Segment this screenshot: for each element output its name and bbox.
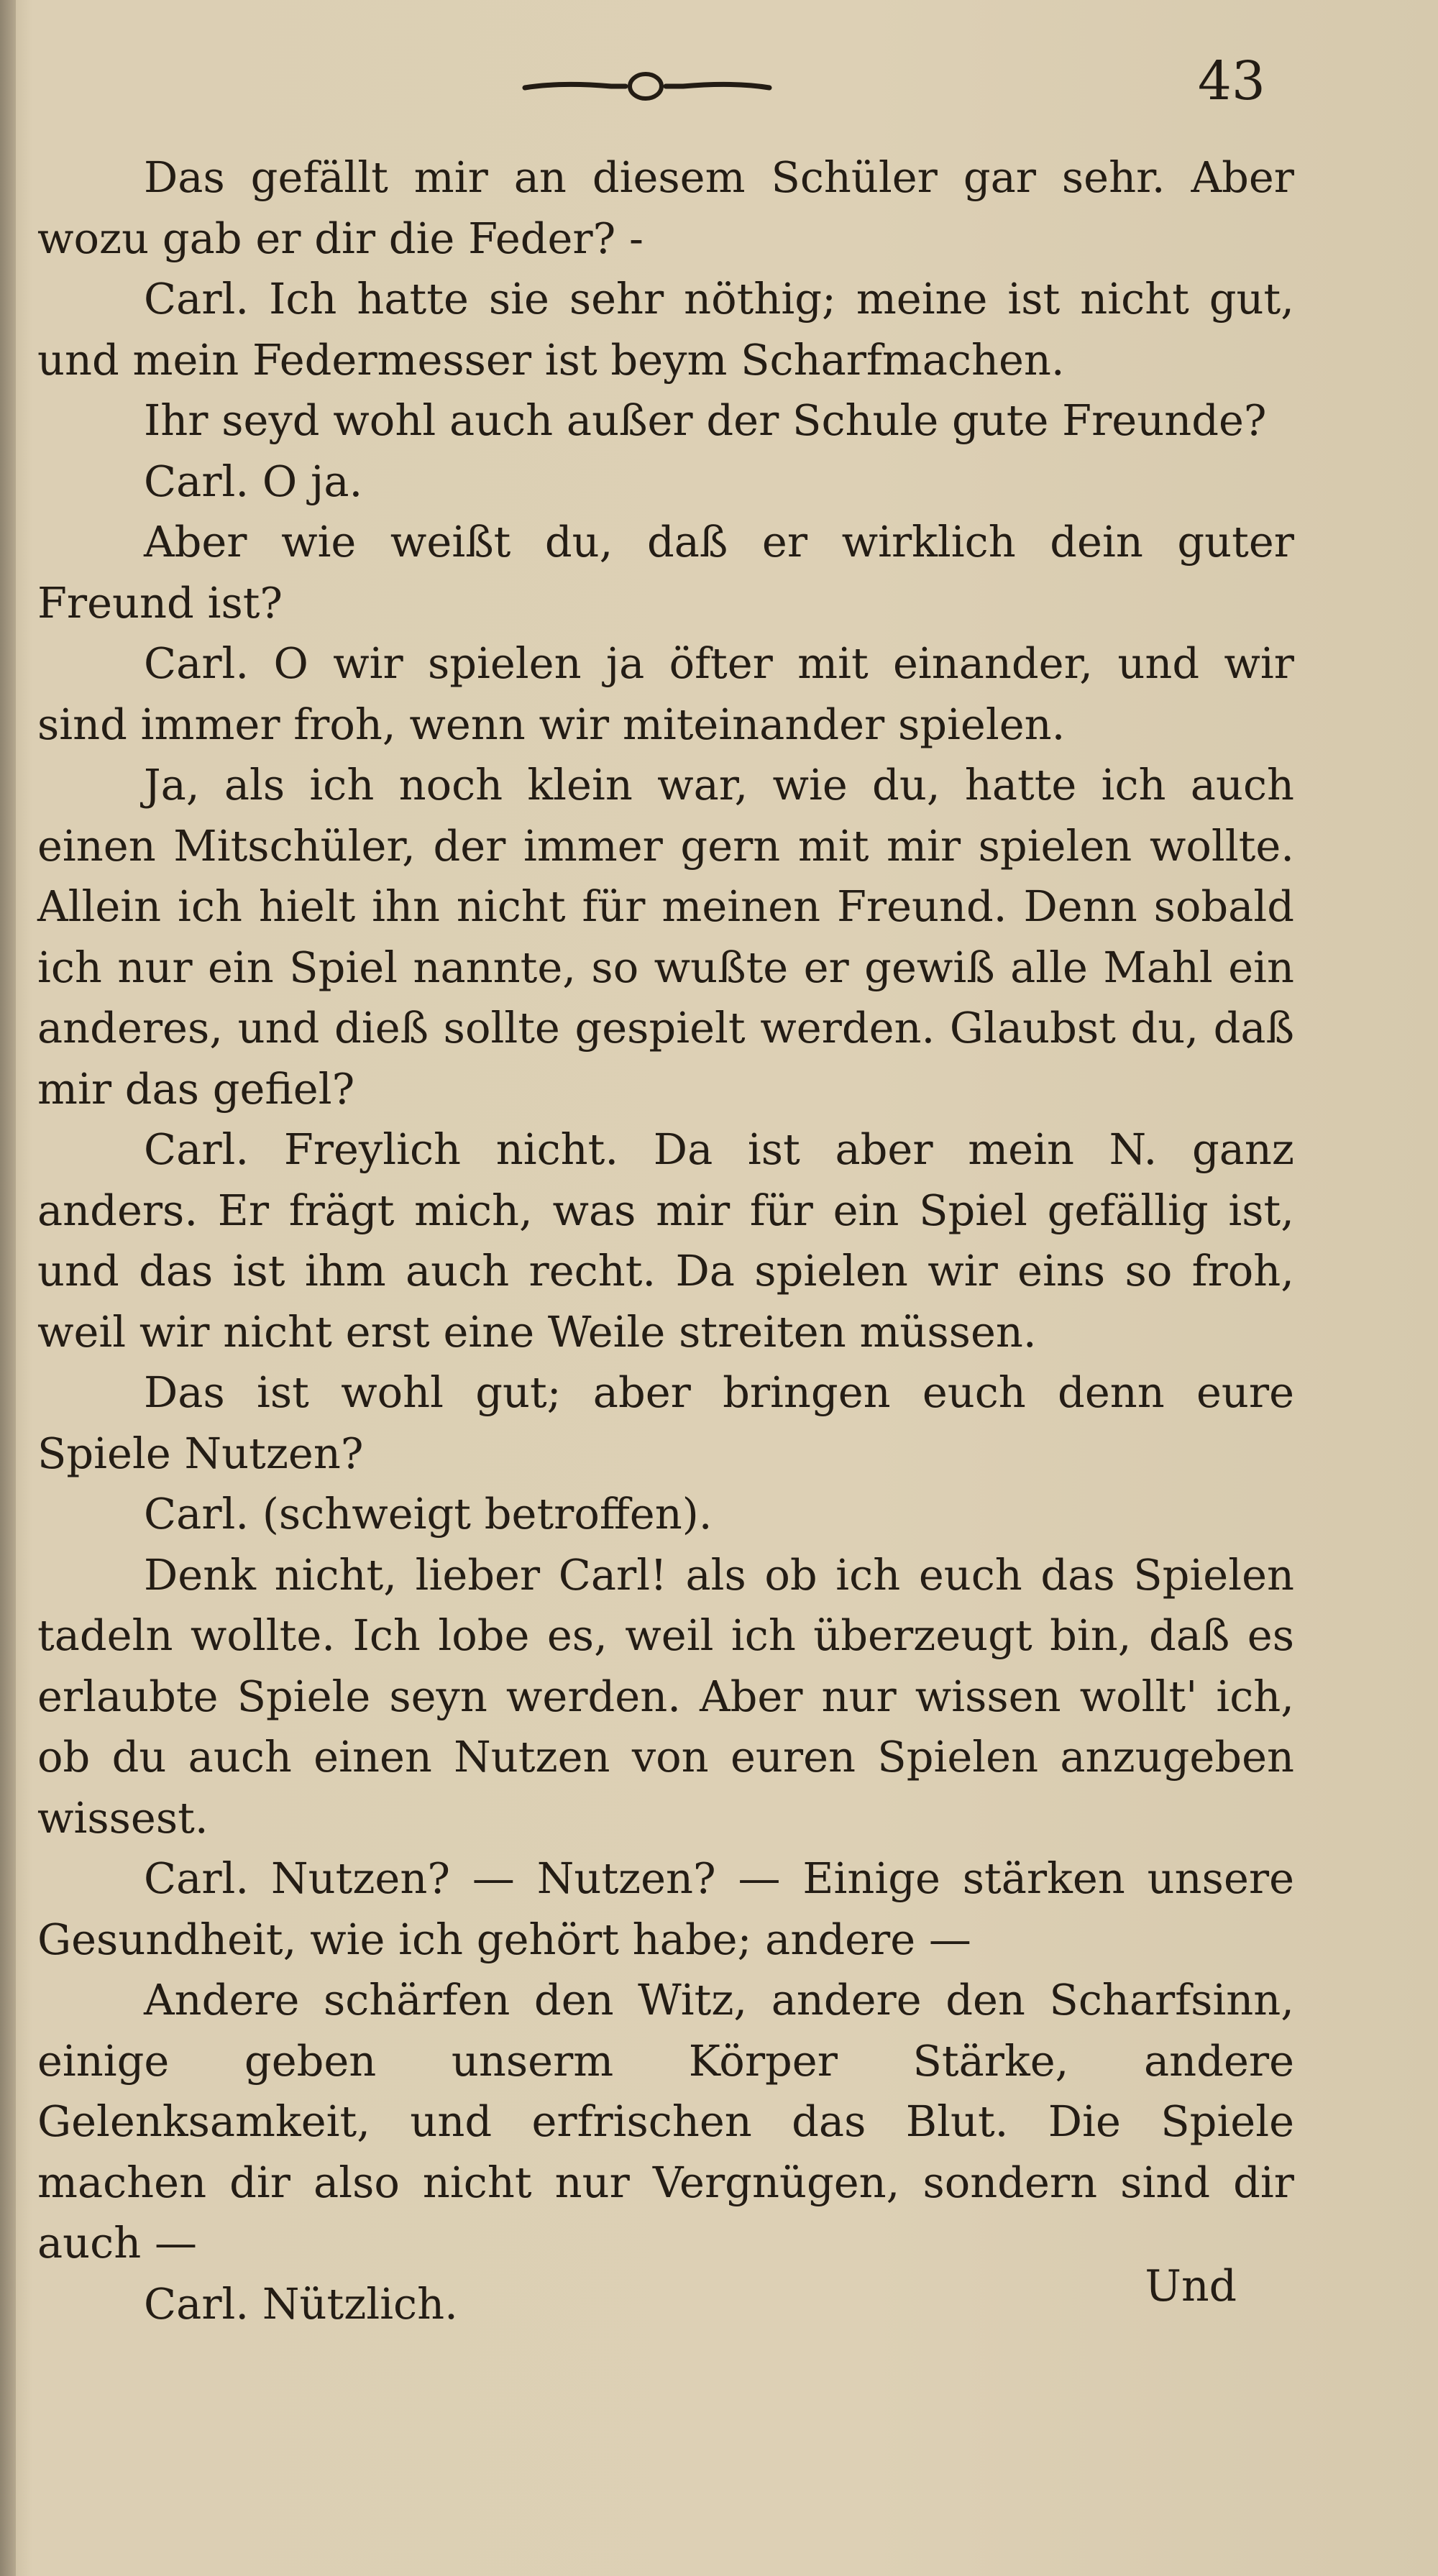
ornament-rule-icon	[518, 72, 777, 101]
paragraph: Carl. (schweigt betroffen).	[144, 1489, 713, 1539]
paragraph: Ja, als ich noch klein war, wie du, hatte ich auch einen Mitschüler, der immer gern mit mir spielen wollte. Allein ich hielt ihn nicht für meinen Freund. Denn sobald ich nur ein Spiel nannte, so wußte er gewiß alle Mahl ein anderes, und dieß sollte gespielt werden. Glaubst du, daß mir das gefiel?	[37, 760, 1294, 1114]
paragraph: Carl. Nützlich.	[144, 2278, 458, 2329]
body-text	[37, 147, 1294, 2334]
paragraph: Ihr seyd wohl auch außer der Schule gute Freunde?	[144, 395, 1267, 445]
paragraph: Denk nicht, lieber Carl! als ob ich euch das Spielen tadeln wollte. Ich lobe es, weil ich überzeugt bin, daß es erlaubte Spiele seyn werden. Aber nur wissen wollt' ich, ob du auch einen Nutzen von euren Spielen anzugeben wissest.	[37, 1549, 1294, 1843]
paragraph: Carl. Nutzen? — Nutzen? — Einige stärken unsere Gesundheit, wie ich gehört habe; andere —	[37, 1853, 1294, 1964]
paragraph: Carl. Freylich nicht. Da ist aber mein N. ganz anders. Er frägt mich, was mir für ein Spiel gefällig ist, und das ist ihm auch recht. Da spielen wir eins so froh, weil wir nicht erst eine Weile streiten müssen.	[37, 1124, 1294, 1357]
paragraph: Andere schärfen den Witz, andere den Scharfsinn, einige geben unserm Körper Stärke, andere Gelenksamkeit, und erfrischen das Blut. Die Spiele machen dir also nicht nur Vergnügen, sondern sind dir auch —	[37, 1975, 1294, 2268]
page-number: 43	[1197, 50, 1265, 112]
paragraph: Carl. Ich hatte sie sehr nöthig; meine ist nicht gut, und mein Federmesser ist beym Scharfmachen.	[37, 274, 1294, 385]
paragraph: Carl. O ja.	[144, 456, 363, 506]
paragraph: Das gefällt mir an diesem Schüler gar sehr. Aber wozu gab er dir die Feder? -	[37, 152, 1294, 263]
catchword: Und	[1145, 2261, 1237, 2311]
page-binding-edge	[0, 0, 16, 2576]
page-header	[0, 43, 1438, 129]
paragraph: Aber wie weißt du, daß er wirklich dein guter Freund ist?	[37, 517, 1294, 628]
paragraph: Carl. O wir spielen ja öfter mit einander, und wir sind immer froh, wenn wir miteinander spielen.	[37, 638, 1294, 749]
paragraph: Das ist wohl gut; aber bringen euch denn eure Spiele Nutzen?	[37, 1367, 1294, 1478]
